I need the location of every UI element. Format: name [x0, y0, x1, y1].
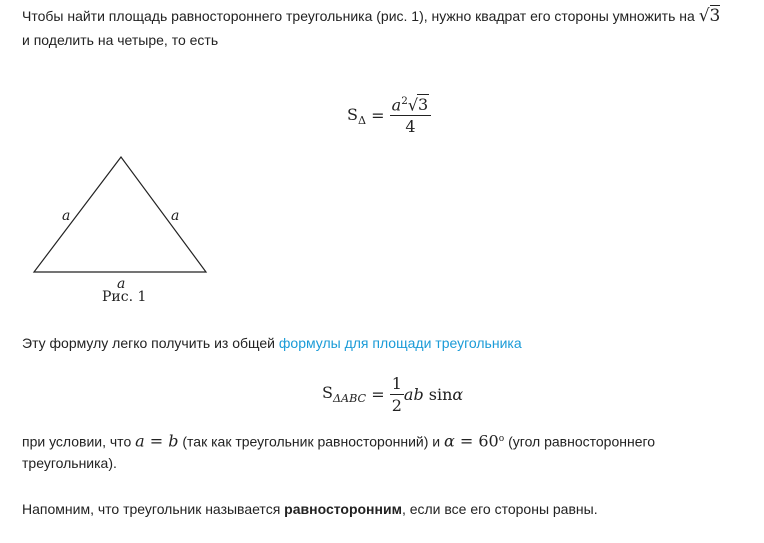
triangle-figure — [0, 150, 240, 310]
equilateral-term: равносторонним — [284, 501, 402, 517]
condition-paragraph: при условии, что a = b (так как треугольник равносторонний) и $\alpha = 60^o$ (угол равностороннего — [22, 431, 656, 451]
side-label-right: a — [171, 208, 180, 224]
intro-line2: и поделить на четыре, то есть — [22, 32, 219, 48]
area-formula-equilateral: $S_\Delta$ = $\frac{a^2√3}{4}$ — [347, 95, 431, 136]
formula1-fraction: $\frac{a^2√3}{4}$ — [390, 95, 432, 136]
sqrt-3-inline: √3 — [698, 6, 721, 26]
intro-line1: Чтобы найти площадь равностороннего треугольника (рис. 1), нужно квадрат его стороны умножить на — [22, 8, 695, 24]
triangle-area-formulas-link[interactable]: формулы для площади треугольника — [278, 335, 522, 351]
condition-line2: треугольника). — [22, 455, 117, 471]
side-label-bottom: a — [117, 276, 126, 292]
side-label-left: a — [62, 208, 71, 224]
formula2-fraction: $\frac{1}{2}$ — [391, 374, 402, 415]
area-formula-general: $S_{\Delta ABC}$ = $\frac{1}{2}$ ab sinα — [322, 374, 464, 415]
equilateral-triangle — [34, 157, 206, 272]
general-formula-paragraph: Эту формулу легко получить из общей формулы для площади треугольника — [22, 335, 522, 351]
figure-caption: Рис. 1 — [102, 289, 147, 305]
intro-paragraph — [22, 4, 720, 28]
definition-paragraph: Напомним, что треугольник называется равносторонним, если все его стороны равны. — [22, 501, 598, 517]
